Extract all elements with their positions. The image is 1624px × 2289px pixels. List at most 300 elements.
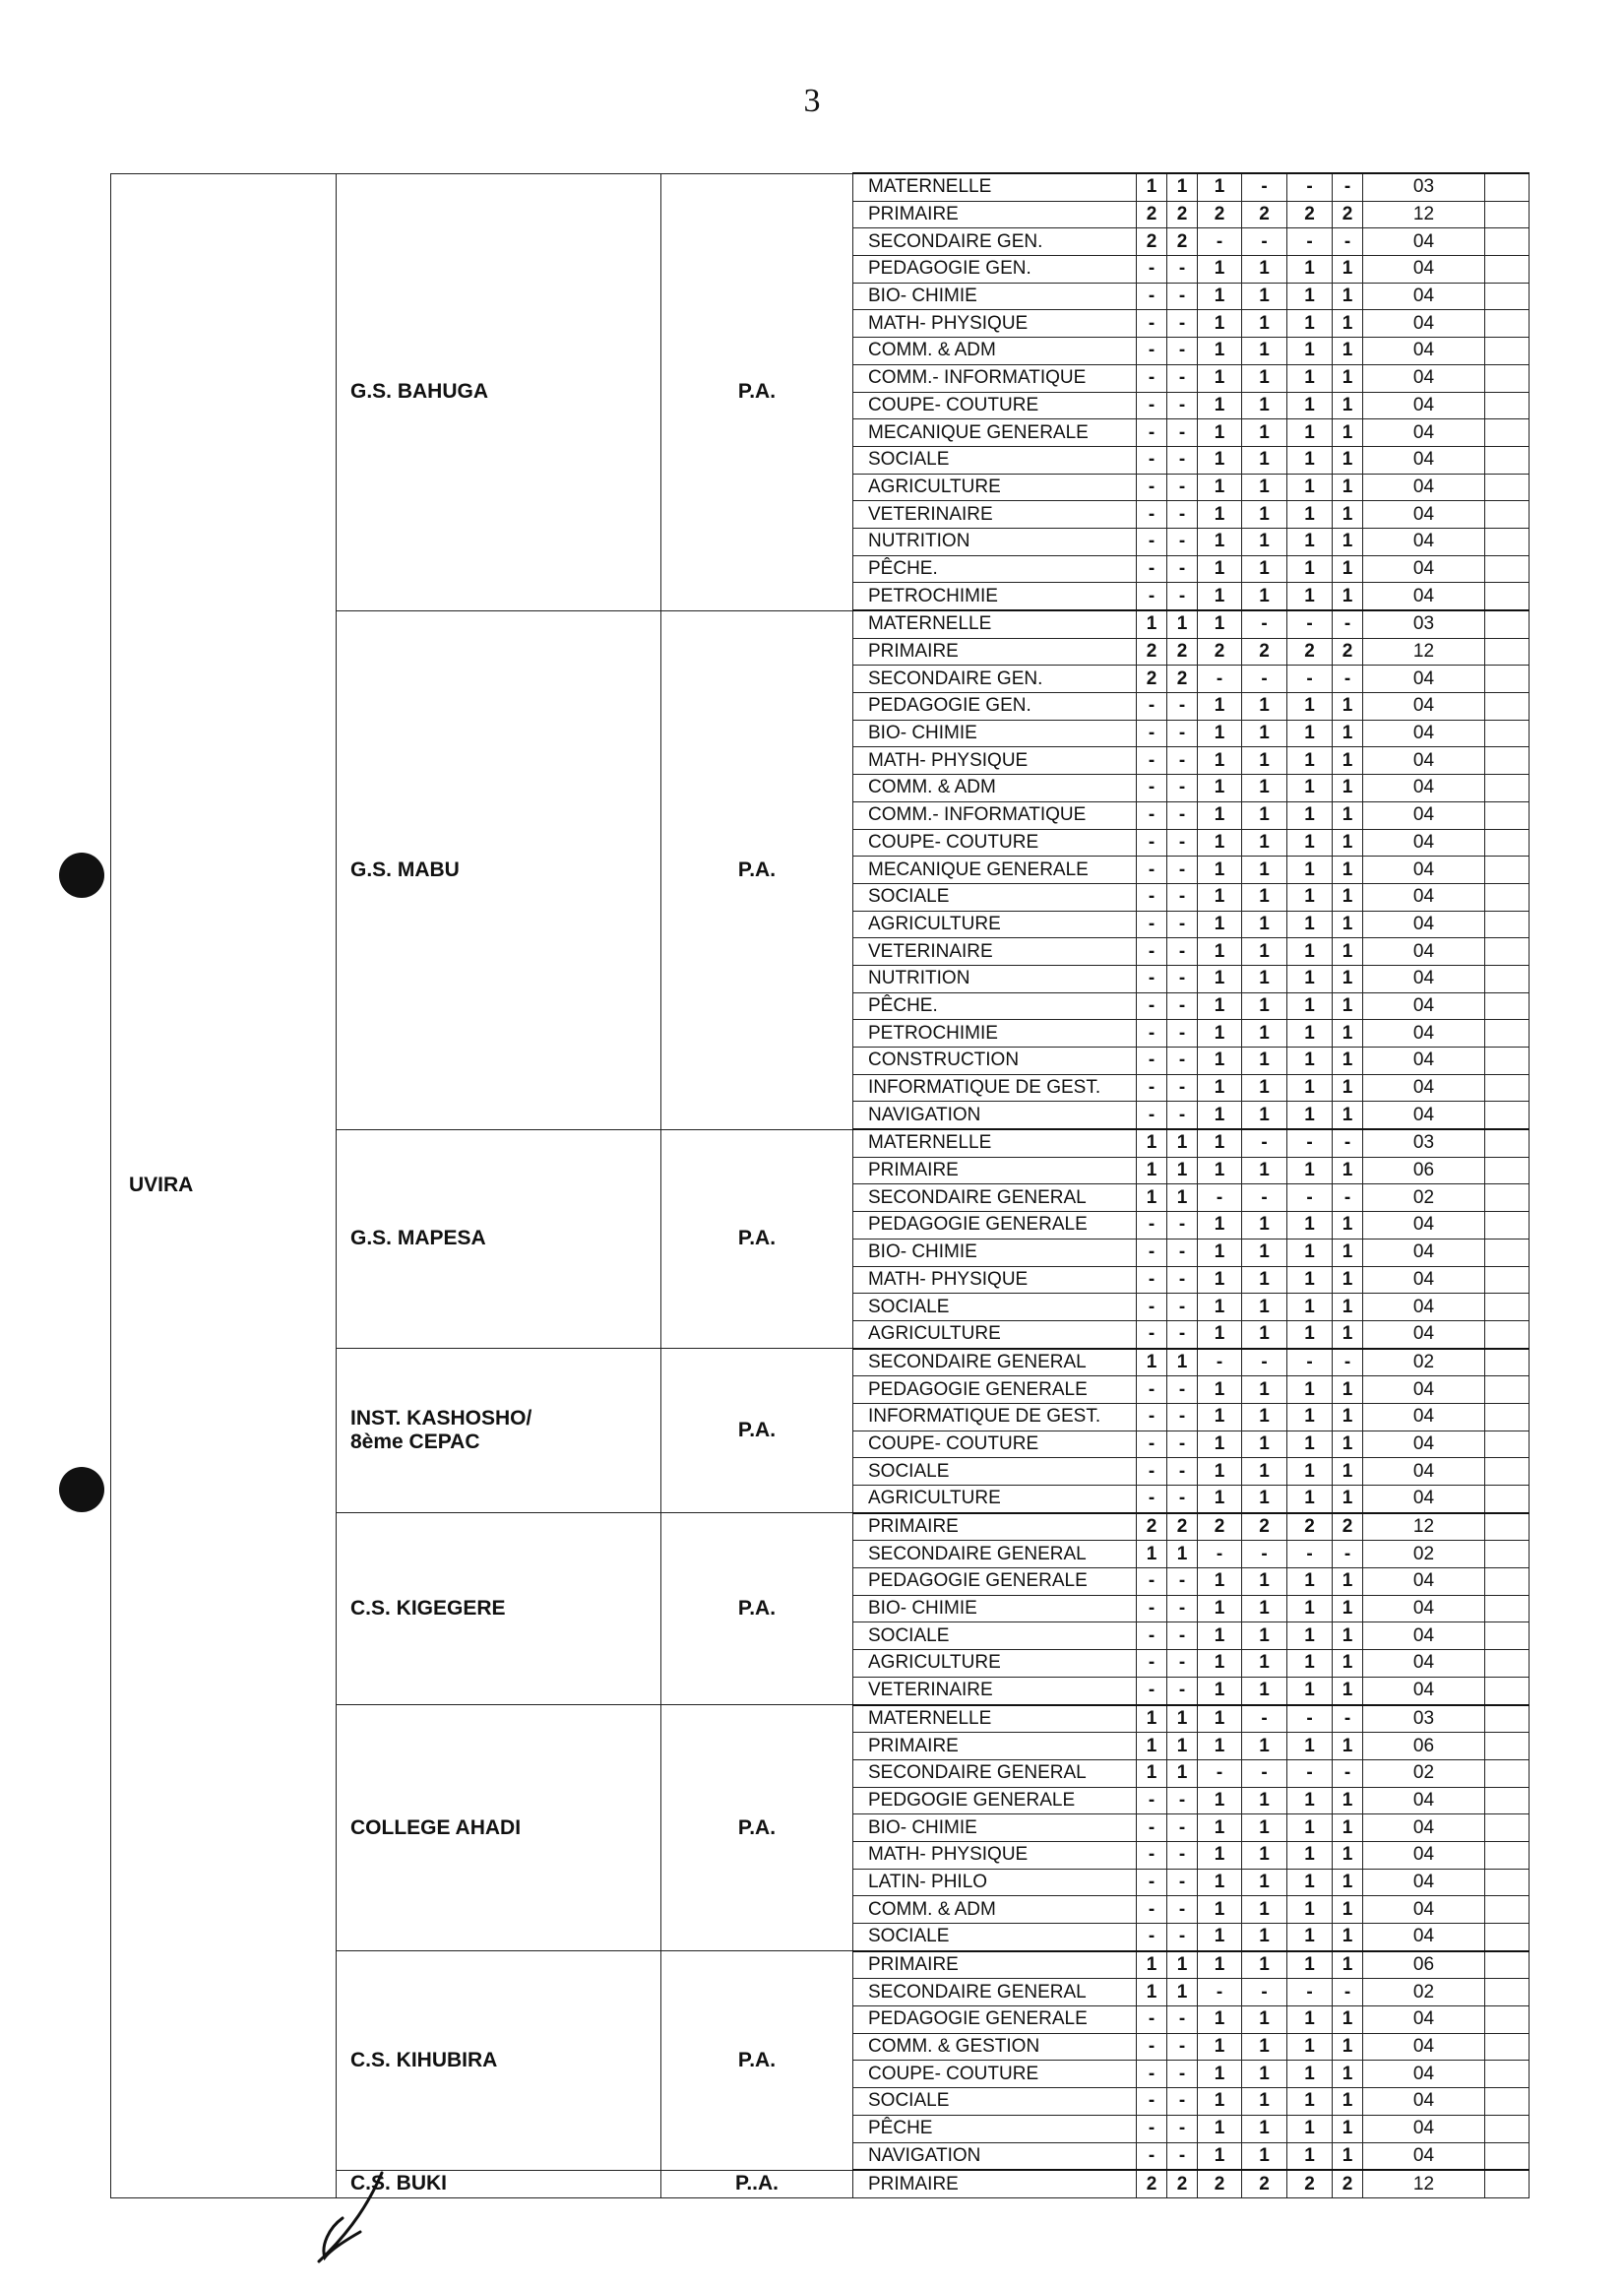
empty-cell <box>1485 1733 1530 1760</box>
class-count-cell: 1 <box>1167 173 1198 201</box>
class-count-cell: 1 <box>1333 1294 1363 1321</box>
section-label: PEDAGOGIE GENERALE <box>853 2006 1137 2034</box>
school-name: INST. KASHOSHO/ <box>350 1407 532 1431</box>
class-count-cell: 1 <box>1333 1951 1363 1979</box>
empty-cell <box>1485 1157 1530 1184</box>
section-label: SOCIALE <box>853 1622 1137 1650</box>
class-count-cell: 1 <box>1287 1320 1333 1348</box>
total-cell: 04 <box>1363 938 1485 966</box>
total-cell: 02 <box>1363 1349 1485 1376</box>
class-count-cell: 1 <box>1287 1841 1333 1869</box>
total-cell: 04 <box>1363 1212 1485 1240</box>
class-count-cell: 1 <box>1287 1896 1333 1924</box>
class-count-cell: - <box>1167 2142 1198 2170</box>
total-cell: 04 <box>1363 2142 1485 2170</box>
class-count-cell: 2 <box>1167 638 1198 666</box>
class-count-cell: 1 <box>1198 1951 1242 1979</box>
total-cell: 03 <box>1363 173 1485 201</box>
class-count-cell: 2 <box>1167 228 1198 256</box>
class-count-cell: 1 <box>1333 392 1363 419</box>
class-count-cell: 1 <box>1333 256 1363 284</box>
total-cell: 12 <box>1363 1513 1485 1541</box>
section-label: PRIMAIRE <box>853 638 1137 666</box>
class-count-cell: 1 <box>1198 1266 1242 1294</box>
section-label: PÊCHE <box>853 2115 1137 2142</box>
class-count-cell: 1 <box>1242 747 1287 775</box>
class-count-cell: 1 <box>1333 2033 1363 2061</box>
class-count-cell: 1 <box>1287 1677 1333 1704</box>
class-count-cell: 1 <box>1287 1266 1333 1294</box>
empty-cell <box>1485 419 1530 447</box>
class-count-cell: - <box>1137 1266 1167 1294</box>
class-count-cell: - <box>1167 528 1198 555</box>
class-count-cell: - <box>1167 1403 1198 1431</box>
empty-cell <box>1485 1020 1530 1048</box>
class-count-cell: 1 <box>1287 2088 1333 2116</box>
class-count-cell: - <box>1137 1212 1167 1240</box>
class-count-cell: 1 <box>1242 1595 1287 1622</box>
class-count-cell: 1 <box>1333 446 1363 474</box>
section-label: BIO- CHIMIE <box>853 283 1137 310</box>
class-count-cell: 1 <box>1333 474 1363 501</box>
class-count-cell: 1 <box>1198 1458 1242 1486</box>
class-count-cell: 1 <box>1242 2033 1287 2061</box>
class-count-cell: - <box>1167 1814 1198 1842</box>
class-count-cell: 1 <box>1287 1074 1333 1102</box>
empty-cell <box>1485 2088 1530 2116</box>
punch-hole <box>59 1467 104 1512</box>
class-count-cell: 2 <box>1287 1513 1333 1541</box>
section-label: PEDAGOGIE GENERALE <box>853 1376 1137 1404</box>
class-count-cell: - <box>1287 610 1333 638</box>
class-count-cell: - <box>1167 2115 1198 2142</box>
empty-cell <box>1485 610 1530 638</box>
class-count-cell: - <box>1167 693 1198 721</box>
class-count-cell: - <box>1287 1541 1333 1568</box>
class-count-cell: 1 <box>1287 392 1333 419</box>
class-count-cell: 1 <box>1242 829 1287 857</box>
class-count-cell: 1 <box>1287 2006 1333 2034</box>
class-count-cell: 1 <box>1287 1212 1333 1240</box>
class-count-cell: 1 <box>1333 1568 1363 1596</box>
class-count-cell: - <box>1137 829 1167 857</box>
class-count-cell: - <box>1333 228 1363 256</box>
section-label: SOCIALE <box>853 446 1137 474</box>
section-label: MATERNELLE <box>853 610 1137 638</box>
class-count-cell: 1 <box>1333 528 1363 555</box>
class-count-cell: 1 <box>1333 283 1363 310</box>
class-count-cell: - <box>1137 1841 1167 1869</box>
class-count-cell: 2 <box>1242 2170 1287 2197</box>
total-cell: 04 <box>1363 829 1485 857</box>
class-count-cell: 1 <box>1198 992 1242 1020</box>
total-cell: 04 <box>1363 775 1485 802</box>
class-count-cell: 1 <box>1198 173 1242 201</box>
section-label: VETERINAIRE <box>853 938 1137 966</box>
class-count-cell: 1 <box>1287 2033 1333 2061</box>
class-count-cell: 1 <box>1198 283 1242 310</box>
total-cell: 04 <box>1363 1320 1485 1348</box>
school-name-cell <box>337 1129 661 1349</box>
class-count-cell: 1 <box>1198 1841 1242 1869</box>
class-count-cell: 1 <box>1333 1320 1363 1348</box>
total-cell: 04 <box>1363 1787 1485 1814</box>
empty-cell <box>1485 1239 1530 1266</box>
class-count-cell: 1 <box>1333 2061 1363 2088</box>
class-count-cell: 1 <box>1333 1841 1363 1869</box>
class-count-cell: 1 <box>1242 883 1287 911</box>
class-count-cell: - <box>1242 666 1287 693</box>
schools-table <box>110 172 1530 2198</box>
class-count-cell: - <box>1167 555 1198 583</box>
total-cell: 04 <box>1363 1048 1485 1075</box>
total-cell: 02 <box>1363 1979 1485 2006</box>
punch-hole <box>59 853 104 898</box>
class-count-cell: 1 <box>1287 338 1333 365</box>
empty-cell <box>1485 2033 1530 2061</box>
class-count-cell: - <box>1242 1979 1287 2006</box>
class-count-cell: - <box>1137 583 1167 610</box>
class-count-cell: 1 <box>1333 1431 1363 1458</box>
class-count-cell: 1 <box>1333 1212 1363 1240</box>
class-count-cell: 1 <box>1287 1020 1333 1048</box>
class-count-cell: 1 <box>1287 2061 1333 2088</box>
empty-cell <box>1485 1184 1530 1212</box>
empty-cell <box>1485 446 1530 474</box>
class-count-cell: 1 <box>1333 801 1363 829</box>
class-count-cell: - <box>1137 1814 1167 1842</box>
class-count-cell: - <box>1242 1349 1287 1376</box>
class-count-cell: - <box>1167 775 1198 802</box>
class-count-cell: 2 <box>1198 638 1242 666</box>
class-count-cell: - <box>1137 1458 1167 1486</box>
school-name-line2: 8ème CEPAC <box>350 1431 480 1454</box>
total-cell: 04 <box>1363 1458 1485 1486</box>
total-cell: 04 <box>1363 501 1485 529</box>
class-count-cell: 1 <box>1167 1157 1198 1184</box>
class-count-cell: 1 <box>1242 392 1287 419</box>
class-count-cell: 1 <box>1287 1595 1333 1622</box>
class-count-cell: - <box>1137 2006 1167 2034</box>
class-count-cell: - <box>1137 1677 1167 1704</box>
section-label: MATERNELLE <box>853 1705 1137 1733</box>
class-count-cell: - <box>1333 1129 1363 1157</box>
class-count-cell: 1 <box>1137 1705 1167 1733</box>
class-count-cell: 1 <box>1242 1568 1287 1596</box>
class-count-cell: 1 <box>1167 1349 1198 1376</box>
section-label: PRIMAIRE <box>853 1157 1137 1184</box>
total-cell: 04 <box>1363 474 1485 501</box>
class-count-cell: 1 <box>1198 474 1242 501</box>
school-name: C.S. KIGEGERE <box>350 1597 506 1621</box>
class-count-cell: 1 <box>1167 1184 1198 1212</box>
class-count-cell: 1 <box>1242 1733 1287 1760</box>
section-label: SECONDAIRE GENERAL <box>853 1759 1137 1787</box>
class-count-cell: - <box>1137 720 1167 747</box>
status-cell: P.A. <box>661 1349 853 1513</box>
class-count-cell: 1 <box>1242 1020 1287 1048</box>
class-count-cell: 2 <box>1167 2170 1198 2197</box>
class-count-cell: 1 <box>1287 1403 1333 1431</box>
section-label: NAVIGATION <box>853 1102 1137 1129</box>
class-count-cell: - <box>1137 1431 1167 1458</box>
class-count-cell: - <box>1137 1020 1167 1048</box>
class-count-cell: 2 <box>1137 1513 1167 1541</box>
class-count-cell: - <box>1167 310 1198 338</box>
total-cell: 04 <box>1363 2088 1485 2116</box>
class-count-cell: 1 <box>1287 1102 1333 1129</box>
class-count-cell: 1 <box>1287 419 1333 447</box>
empty-cell <box>1485 1266 1530 1294</box>
class-count-cell: 1 <box>1333 1376 1363 1404</box>
class-count-cell: 2 <box>1198 201 1242 228</box>
total-cell: 04 <box>1363 528 1485 555</box>
class-count-cell: 2 <box>1137 2170 1167 2197</box>
total-cell: 04 <box>1363 1568 1485 1596</box>
total-cell: 04 <box>1363 583 1485 610</box>
class-count-cell: 1 <box>1198 2061 1242 2088</box>
class-count-cell: - <box>1137 2115 1167 2142</box>
empty-cell <box>1485 1622 1530 1650</box>
empty-cell <box>1485 1294 1530 1321</box>
class-count-cell: 1 <box>1242 1896 1287 1924</box>
class-count-cell: 1 <box>1198 528 1242 555</box>
class-count-cell: 1 <box>1198 747 1242 775</box>
section-label: COMM.- INFORMATIQUE <box>853 364 1137 392</box>
class-count-cell: 2 <box>1137 201 1167 228</box>
total-cell: 04 <box>1363 555 1485 583</box>
class-count-cell: 1 <box>1287 310 1333 338</box>
total-cell: 02 <box>1363 1759 1485 1787</box>
total-cell: 04 <box>1363 1924 1485 1951</box>
class-count-cell: - <box>1137 392 1167 419</box>
class-count-cell: 2 <box>1167 666 1198 693</box>
class-count-cell: - <box>1167 338 1198 365</box>
section-label: COMM. & GESTION <box>853 2033 1137 2061</box>
section-label: BIO- CHIMIE <box>853 1814 1137 1842</box>
class-count-cell: 1 <box>1333 883 1363 911</box>
class-count-cell: 1 <box>1287 693 1333 721</box>
class-count-cell: 1 <box>1198 1048 1242 1075</box>
total-cell: 04 <box>1363 1841 1485 1869</box>
class-count-cell: 1 <box>1287 528 1333 555</box>
school-name-cell <box>337 610 661 1129</box>
empty-cell <box>1485 338 1530 365</box>
empty-cell <box>1485 283 1530 310</box>
section-label: MATH- PHYSIQUE <box>853 310 1137 338</box>
total-cell: 06 <box>1363 1733 1485 1760</box>
class-count-cell: 1 <box>1242 1677 1287 1704</box>
total-cell: 04 <box>1363 228 1485 256</box>
empty-cell <box>1485 693 1530 721</box>
empty-cell <box>1485 775 1530 802</box>
class-count-cell: 1 <box>1242 1869 1287 1896</box>
class-count-cell: 1 <box>1287 1650 1333 1678</box>
empty-cell <box>1485 1541 1530 1568</box>
class-count-cell: 1 <box>1242 1239 1287 1266</box>
class-count-cell: - <box>1287 228 1333 256</box>
class-count-cell: 1 <box>1242 1048 1287 1075</box>
class-count-cell: 1 <box>1242 338 1287 365</box>
class-count-cell: 1 <box>1198 338 1242 365</box>
table-row <box>111 173 1530 201</box>
class-count-cell: 1 <box>1287 1048 1333 1075</box>
class-count-cell: - <box>1167 1896 1198 1924</box>
section-label: COMM. & ADM <box>853 338 1137 365</box>
class-count-cell: 2 <box>1198 1513 1242 1541</box>
class-count-cell: 1 <box>1198 938 1242 966</box>
empty-cell <box>1485 173 1530 201</box>
section-label: INFORMATIQUE DE GEST. <box>853 1403 1137 1431</box>
class-count-cell: 1 <box>1198 857 1242 884</box>
class-count-cell: - <box>1287 1184 1333 1212</box>
class-count-cell: - <box>1137 310 1167 338</box>
empty-cell <box>1485 1869 1530 1896</box>
empty-cell <box>1485 1650 1530 1678</box>
total-cell: 04 <box>1363 857 1485 884</box>
section-label: MATH- PHYSIQUE <box>853 1841 1137 1869</box>
empty-cell <box>1485 1320 1530 1348</box>
section-label: NUTRITION <box>853 528 1137 555</box>
section-label: PRIMAIRE <box>853 1951 1137 1979</box>
class-count-cell: 1 <box>1287 1622 1333 1650</box>
section-label: MECANIQUE GENERALE <box>853 857 1137 884</box>
class-count-cell: - <box>1167 446 1198 474</box>
class-count-cell: 1 <box>1242 992 1287 1020</box>
class-count-cell: 2 <box>1333 1513 1363 1541</box>
class-count-cell: 1 <box>1287 1733 1333 1760</box>
class-count-cell: - <box>1137 747 1167 775</box>
empty-cell <box>1485 1979 1530 2006</box>
empty-cell <box>1485 638 1530 666</box>
empty-cell <box>1485 1486 1530 1513</box>
class-count-cell: 1 <box>1333 1403 1363 1431</box>
class-count-cell: 1 <box>1333 1677 1363 1704</box>
class-count-cell: 1 <box>1242 720 1287 747</box>
class-count-cell: - <box>1167 801 1198 829</box>
status-cell: P.A. <box>661 1951 853 2171</box>
class-count-cell: - <box>1167 747 1198 775</box>
class-count-cell: 1 <box>1333 1896 1363 1924</box>
total-cell: 04 <box>1363 310 1485 338</box>
class-count-cell: - <box>1137 1048 1167 1075</box>
empty-cell <box>1485 1048 1530 1075</box>
class-count-cell: 1 <box>1198 1320 1242 1348</box>
class-count-cell: 1 <box>1242 2088 1287 2116</box>
class-count-cell: - <box>1167 1568 1198 1596</box>
total-cell: 04 <box>1363 2006 1485 2034</box>
class-count-cell: 1 <box>1287 2142 1333 2170</box>
class-count-cell: 1 <box>1287 911 1333 938</box>
class-count-cell: 1 <box>1198 2006 1242 2034</box>
class-count-cell: 1 <box>1198 1924 1242 1951</box>
class-count-cell: 1 <box>1242 1320 1287 1348</box>
school-name: G.S. MAPESA <box>350 1227 486 1250</box>
class-count-cell: 1 <box>1287 1376 1333 1404</box>
status-cell: P.A. <box>661 1129 853 1349</box>
section-label: AGRICULTURE <box>853 1320 1137 1348</box>
empty-cell <box>1485 1705 1530 1733</box>
total-cell: 03 <box>1363 1705 1485 1733</box>
class-count-cell: 1 <box>1333 1924 1363 1951</box>
section-label: AGRICULTURE <box>853 474 1137 501</box>
class-count-cell: - <box>1242 1759 1287 1787</box>
class-count-cell: - <box>1198 1184 1242 1212</box>
class-count-cell: 1 <box>1242 1266 1287 1294</box>
empty-cell <box>1485 1896 1530 1924</box>
class-count-cell: - <box>1137 1650 1167 1678</box>
empty-cell <box>1485 528 1530 555</box>
section-label: COUPE- COUTURE <box>853 392 1137 419</box>
class-count-cell: 1 <box>1198 911 1242 938</box>
total-cell: 04 <box>1363 1266 1485 1294</box>
class-count-cell: 1 <box>1287 883 1333 911</box>
class-count-cell: 1 <box>1333 775 1363 802</box>
class-count-cell: 2 <box>1242 1513 1287 1541</box>
class-count-cell: 1 <box>1137 1349 1167 1376</box>
empty-cell <box>1485 1595 1530 1622</box>
class-count-cell: 1 <box>1333 364 1363 392</box>
empty-cell <box>1485 1924 1530 1951</box>
empty-cell <box>1485 2170 1530 2197</box>
section-label: PRIMAIRE <box>853 2170 1137 2197</box>
class-count-cell: - <box>1333 1705 1363 1733</box>
section-label: PEDAGOGIE GEN. <box>853 693 1137 721</box>
class-count-cell: 1 <box>1198 1896 1242 1924</box>
total-cell: 12 <box>1363 2170 1485 2197</box>
class-count-cell: 1 <box>1198 1431 1242 1458</box>
class-count-cell: 1 <box>1242 1102 1287 1129</box>
class-count-cell: - <box>1137 965 1167 992</box>
class-count-cell: - <box>1167 1020 1198 1048</box>
class-count-cell: - <box>1333 1541 1363 1568</box>
class-count-cell: 1 <box>1167 610 1198 638</box>
section-label: AGRICULTURE <box>853 911 1137 938</box>
section-label: PETROCHIMIE <box>853 583 1137 610</box>
class-count-cell: 2 <box>1333 638 1363 666</box>
total-cell: 06 <box>1363 1157 1485 1184</box>
total-cell: 04 <box>1363 747 1485 775</box>
class-count-cell: - <box>1167 1458 1198 1486</box>
empty-cell <box>1485 938 1530 966</box>
class-count-cell: - <box>1287 1349 1333 1376</box>
class-count-cell: 1 <box>1198 1157 1242 1184</box>
class-count-cell: 1 <box>1167 1705 1198 1733</box>
class-count-cell: 1 <box>1287 992 1333 1020</box>
class-count-cell: 1 <box>1198 965 1242 992</box>
class-count-cell: 1 <box>1198 2033 1242 2061</box>
class-count-cell: - <box>1137 911 1167 938</box>
class-count-cell: - <box>1333 666 1363 693</box>
class-count-cell: 1 <box>1333 1239 1363 1266</box>
class-count-cell: 1 <box>1287 501 1333 529</box>
class-count-cell: 1 <box>1242 911 1287 938</box>
class-count-cell: 1 <box>1287 364 1333 392</box>
class-count-cell: - <box>1137 1622 1167 1650</box>
class-count-cell: - <box>1287 666 1333 693</box>
class-count-cell: 1 <box>1198 2142 1242 2170</box>
class-count-cell: - <box>1167 1239 1198 1266</box>
class-count-cell: 2 <box>1198 2170 1242 2197</box>
class-count-cell: 1 <box>1287 283 1333 310</box>
class-count-cell: 1 <box>1333 2115 1363 2142</box>
total-cell: 06 <box>1363 1951 1485 1979</box>
section-label: SECONDAIRE GENERAL <box>853 1979 1137 2006</box>
class-count-cell: 1 <box>1242 528 1287 555</box>
total-cell: 04 <box>1363 1239 1485 1266</box>
class-count-cell: 1 <box>1198 1239 1242 1266</box>
class-count-cell: 1 <box>1287 801 1333 829</box>
